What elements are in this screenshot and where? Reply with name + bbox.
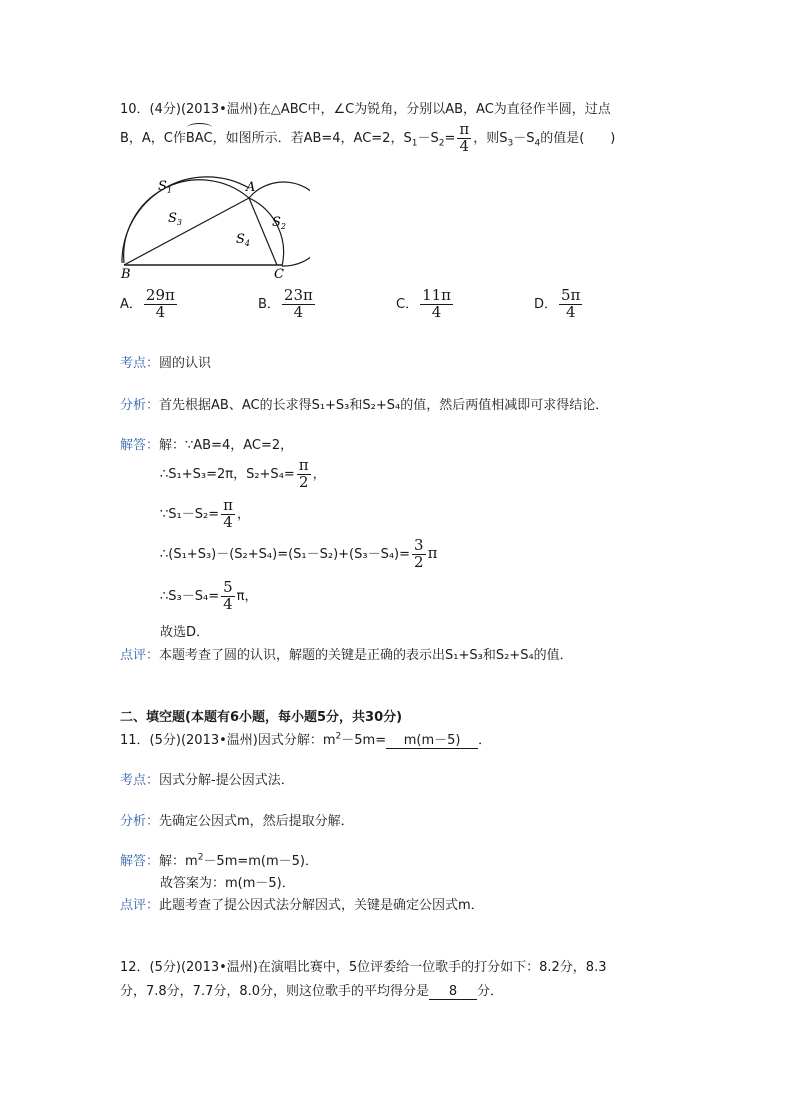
- q10-jieda-line6: 故选D．: [160, 625, 210, 640]
- q11-stem: 11．(5分)(2013•温州)因式分解：$m^2-5m= m(m-5)$ ．: [120, 729, 491, 749]
- q10-jieda-line5: ∴S₃－S₄= $\frac{5}{4}$ π，: [160, 578, 258, 613]
- choice-d[interactable]: D． $\frac{5\pi}{4}$: [534, 286, 581, 321]
- q10-jieda: 解答：解：∵AB=4，AC=2，: [120, 438, 294, 453]
- label-a: A: [246, 180, 256, 195]
- section-heading: 二、填空题(本题有6小题，每小题5分，共30分): [120, 710, 403, 725]
- q10-kaodian: 考点：圆的认识: [120, 356, 212, 371]
- q10-dianping: 点评：本题考查了圆的认识，解题的关键是正确的表示出S₁+S₃和S₂+S₄的值．: [120, 648, 573, 663]
- q10-stem-line2: B，A，C作BAC，如图所示．若AB=4，AC=2，$S_1-S_2=$ $\frac{\pi}{4}$ ，则$S_3-S_4$的值是( ): [120, 120, 616, 155]
- arc-s4: [249, 198, 284, 266]
- choice-b[interactable]: B． $\frac{23\pi}{4}$: [258, 286, 313, 321]
- label-s1: $S_1$: [158, 179, 172, 195]
- q10-fenxi: 分析：首先根据AB、AC的长求得S₁+S₃和S₂+S₄的值，然后两值相减即可求得结论．: [120, 398, 609, 413]
- q10-jieda-line4: ∴(S₁+S₃)－(S₂+S₄)=(S₁－S₂)+(S₃－S₄)= $\frac{3}{2}$ π: [160, 536, 438, 571]
- label-s3: $S_3$: [168, 211, 182, 227]
- q11-fenxi: 分析：先确定公因式m，然后提取分解．: [120, 814, 354, 829]
- chord-ac: [249, 198, 277, 265]
- arc-bac: BAC: [186, 128, 213, 150]
- q10-jieda-line3: ∵S₁－S₂= $\frac{\pi}{4}$ ，: [160, 496, 250, 531]
- choice-c[interactable]: C． $\frac{11\pi}{4}$: [396, 286, 452, 321]
- label-s2: $S_2$: [272, 215, 286, 231]
- q10-jieda-line2: ∴S₁+S₃=2π，S₂+S₄= $\frac{\pi}{2}$ ，: [160, 456, 326, 491]
- q11-dianping: 点评：此题考查了提公因式法分解因式，关键是确定公因式m．: [120, 898, 484, 913]
- q11-jieda-line2: 故答案为：m(m－5)．: [160, 876, 295, 891]
- q12-stem-line1: 12．(5分)(2013•温州)在演唱比赛中，5位评委给一位歌手的打分如下：8.2分，8.3: [120, 960, 607, 975]
- label-c: C: [274, 267, 284, 280]
- semicircle-ab: [124, 180, 249, 263]
- label-b: B: [121, 267, 131, 280]
- q11-answer: m(m－5): [386, 729, 478, 749]
- arc-s1-outer: [122, 177, 249, 263]
- q11-kaodian: 考点：因式分解-提公因式法．: [120, 773, 294, 788]
- chord-ab: [124, 198, 249, 265]
- q12-stem-line2: 分，7.8分，7.7分，8.0分，则这位歌手的平均得分是 8 分．: [120, 984, 504, 999]
- given-fraction: $\frac{\pi}{4}$: [459, 120, 470, 155]
- q11-jieda: 解答：解：$m^2-5m=m(m-5)$．: [120, 852, 318, 869]
- semicircle-figure: [110, 160, 310, 280]
- label-s4: $S_4$: [236, 232, 250, 248]
- q10-stem-line1: 10．(4分)(2013•温州)在△ABC中，∠C为锐角，分别以AB，AC为直径作半圆，过点: [120, 102, 611, 117]
- q12-answer: 8: [429, 984, 477, 1000]
- choice-a[interactable]: A． $\frac{29\pi}{4}$: [120, 286, 175, 321]
